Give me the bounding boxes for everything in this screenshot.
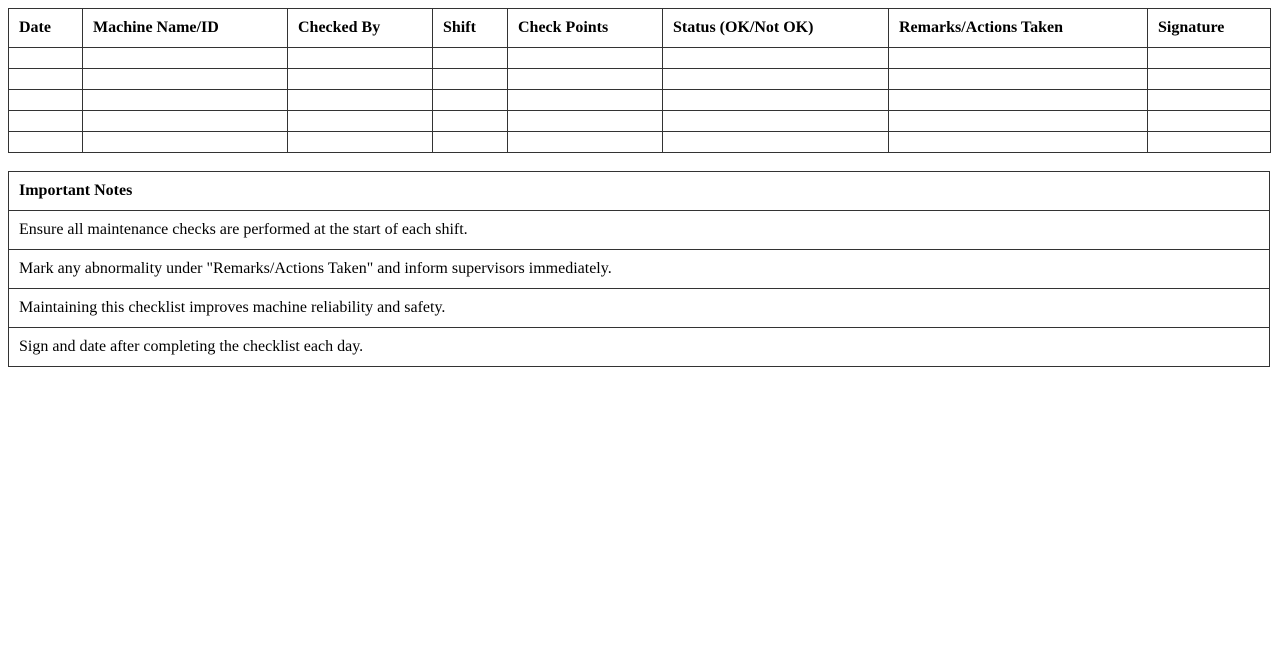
- table-cell-shift[interactable]: [433, 90, 508, 111]
- note-item: Maintaining this checklist improves machine reliability and safety.: [9, 289, 1270, 328]
- column-header-signature: Signature: [1148, 9, 1271, 48]
- notes-heading: Important Notes: [9, 172, 1270, 211]
- table-cell-remarks[interactable]: [889, 111, 1148, 132]
- maintenance-checklist-table: [8, 8, 1271, 153]
- table-cell-check-points[interactable]: [508, 69, 663, 90]
- column-header-status: Status (OK/Not OK): [663, 9, 889, 48]
- column-header-shift: Shift: [433, 9, 508, 48]
- table-cell-machine-name-id[interactable]: [83, 111, 288, 132]
- table-cell-machine-name-id[interactable]: [83, 90, 288, 111]
- table-cell-machine-name-id[interactable]: [83, 132, 288, 153]
- table-cell-signature[interactable]: [1148, 90, 1271, 111]
- table-cell-date[interactable]: [9, 90, 83, 111]
- note-row: [9, 289, 1270, 328]
- column-header-remarks: Remarks/Actions Taken: [889, 9, 1148, 48]
- note-item: Ensure all maintenance checks are performed at the start of each shift.: [9, 211, 1270, 250]
- important-notes-table: [8, 171, 1270, 367]
- table-cell-remarks[interactable]: [889, 48, 1148, 69]
- table-row: [9, 48, 1271, 69]
- column-header-machine-name-id: Machine Name/ID: [83, 9, 288, 48]
- table-row: [9, 132, 1271, 153]
- table-row: [9, 69, 1271, 90]
- note-row: [9, 250, 1270, 289]
- table-cell-check-points[interactable]: [508, 132, 663, 153]
- table-cell-remarks[interactable]: [889, 90, 1148, 111]
- note-row: [9, 328, 1270, 367]
- table-cell-status[interactable]: [663, 111, 889, 132]
- table-cell-checked-by[interactable]: [288, 90, 433, 111]
- table-cell-shift[interactable]: [433, 132, 508, 153]
- table-cell-signature[interactable]: [1148, 48, 1271, 69]
- table-cell-checked-by[interactable]: [288, 132, 433, 153]
- table-cell-checked-by[interactable]: [288, 69, 433, 90]
- table-cell-shift[interactable]: [433, 69, 508, 90]
- table-cell-date[interactable]: [9, 69, 83, 90]
- table-cell-remarks[interactable]: [889, 69, 1148, 90]
- table-cell-shift[interactable]: [433, 111, 508, 132]
- column-header-checked-by: Checked By: [288, 9, 433, 48]
- table-cell-status[interactable]: [663, 90, 889, 111]
- table-cell-date[interactable]: [9, 111, 83, 132]
- table-row: [9, 90, 1271, 111]
- table-cell-check-points[interactable]: [508, 90, 663, 111]
- table-cell-check-points[interactable]: [508, 48, 663, 69]
- table-cell-status[interactable]: [663, 69, 889, 90]
- table-cell-date[interactable]: [9, 132, 83, 153]
- column-header-check-points: Check Points: [508, 9, 663, 48]
- note-item: Sign and date after completing the checklist each day.: [9, 328, 1270, 367]
- table-header-row: [9, 9, 1271, 48]
- table-cell-status[interactable]: [663, 132, 889, 153]
- table-cell-date[interactable]: [9, 48, 83, 69]
- table-cell-machine-name-id[interactable]: [83, 69, 288, 90]
- column-header-date: Date: [9, 9, 83, 48]
- table-cell-remarks[interactable]: [889, 132, 1148, 153]
- table-cell-status[interactable]: [663, 48, 889, 69]
- table-row: [9, 111, 1271, 132]
- table-cell-checked-by[interactable]: [288, 48, 433, 69]
- table-cell-check-points[interactable]: [508, 111, 663, 132]
- notes-heading-row: [9, 172, 1270, 211]
- table-cell-shift[interactable]: [433, 48, 508, 69]
- table-cell-machine-name-id[interactable]: [83, 48, 288, 69]
- table-cell-signature[interactable]: [1148, 132, 1271, 153]
- note-item: Mark any abnormality under "Remarks/Actions Taken" and inform supervisors immediately.: [9, 250, 1270, 289]
- note-row: [9, 211, 1270, 250]
- table-cell-signature[interactable]: [1148, 111, 1271, 132]
- table-cell-signature[interactable]: [1148, 69, 1271, 90]
- table-cell-checked-by[interactable]: [288, 111, 433, 132]
